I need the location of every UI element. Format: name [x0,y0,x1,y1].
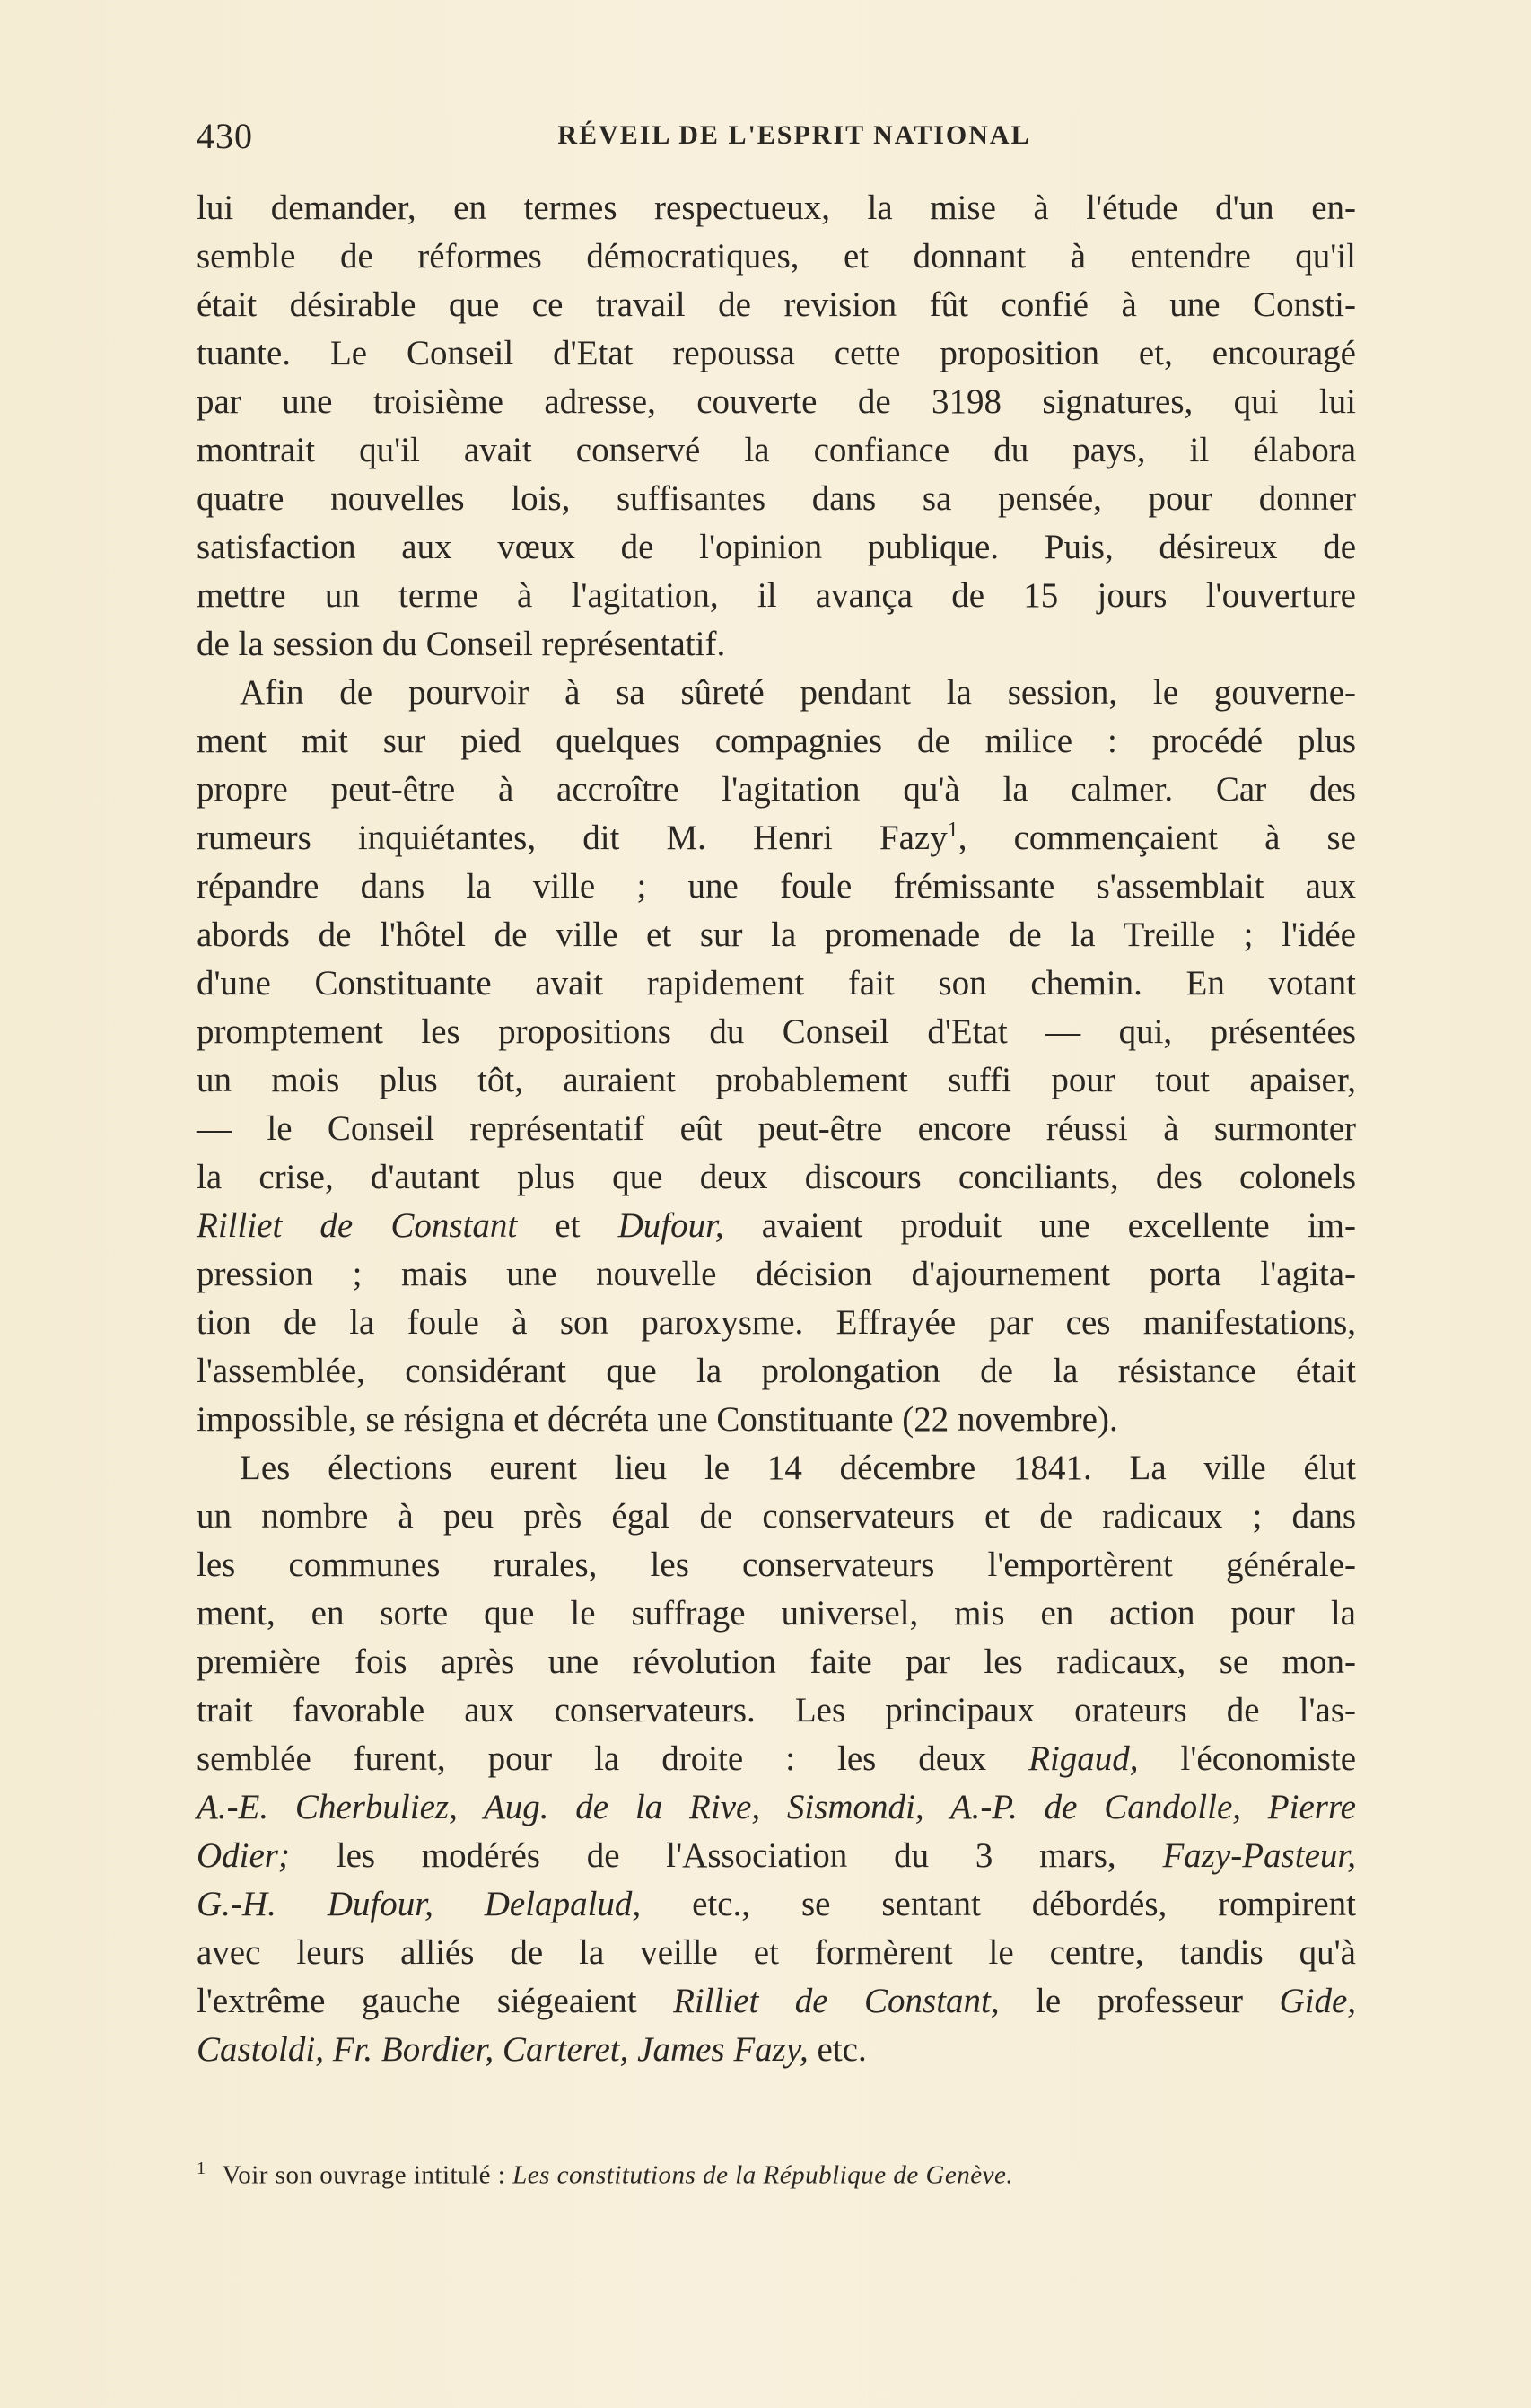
text-segment: semblée furent, pour la droite : les deux [197,1739,987,1778]
italic-name: Odier; [197,1836,290,1875]
text-line: un mois plus tôt, auraient probablement suffi pour tout apaiser, [197,1061,1356,1099]
text-line: un nombre à peu près égal de conservateurs et de radicaux ; dans [197,1497,1356,1536]
italic-name: Castoldi, Fr. Bordier, Carteret, James Fazy, [197,2030,809,2069]
text-line: l'assemblée, considérant que la prolongation de la résistance était [197,1352,1356,1390]
text-segment: et [517,1206,618,1245]
running-title: RÉVEIL DE L'ESPRIT NATIONAL [557,120,1031,150]
footnote-title: Les constitutions de la République de Genève. [512,2160,1014,2190]
text-line: propre peut-être à accroître l'agitation qu'à la calmer. Car des [197,770,1356,809]
text-line: ment mit sur pied quelques compagnies de milice : procédé plus [197,722,1356,760]
text-line: par une troisième adresse, couverte de 3198 signatures, qui lui [197,382,1356,421]
text-line: — le Conseil représentatif eût peut-être encore réussi à surmonter [197,1109,1356,1148]
text-segment: avaient produit une excellente im- [723,1206,1356,1245]
text-line: promptement les propositions du Conseil d'Etat — qui, présentées [197,1012,1356,1051]
page-number: 430 [197,116,253,156]
text-line: tuante. Le Conseil d'Etat repoussa cette proposition et, encouragé [197,334,1356,372]
text-line: lui demander, en termes respectueux, la mise à l'étude d'un en- [197,188,1356,227]
text-line: impossible, se résigna et décréta une Constituante (22 novembre). [197,1400,1118,1439]
italic-name: Rilliet de Constant [197,1206,518,1245]
footnote-text: Voir son ouvrage intitulé : [222,2160,513,2190]
footnote [197,2158,1356,2191]
body-text [197,184,1356,2074]
text-line: semble de réformes démocratiques, et donnant à entendre qu'il [197,237,1356,276]
page-header [197,115,1356,160]
text-line [197,2026,1356,2074]
footnote-marker: 1 [197,2158,206,2178]
italic-name: Fazy-Pasteur, [1162,1836,1356,1875]
text-line: était désirable que ce travail de revision fût confié à une Consti- [197,285,1356,324]
text-segment: rumeurs inquiétantes, dit M. Henri Fazy [197,819,948,857]
text-line: abords de l'hôtel de ville et sur la promenade de la Treille ; l'idée [197,915,1356,954]
text-segment: , commençaient à se [958,819,1356,857]
italic-name: Rilliet de Constant, [673,1982,1000,2020]
text-segment: l'économiste [1138,1739,1357,1778]
text-segment: le professeur [999,1982,1280,2020]
text-line: de la session du Conseil représentatif. [197,625,726,663]
text-segment: l'extrême gauche siégeaient [197,1982,637,2020]
text-line: les communes rurales, les conservateurs l'emportèrent générale- [197,1545,1356,1584]
text-line: A.-E. Cherbuliez, Aug. de la Rive, Sismondi, A.-P. de Candolle, Pierre [197,1788,1356,1826]
text-line: Les élections eurent lieu le 14 décembre 1841. La ville élut [240,1449,1356,1487]
italic-name: Dufour, [617,1206,724,1245]
text-line: quatre nouvelles lois, suffisantes dans sa pensée, pour donner [197,479,1356,518]
italic-name: Gide, [1279,1982,1357,2020]
footnote-reference[interactable]: 1 [947,819,958,842]
text-line: mettre un terme à l'agitation, il avança de 15 jours l'ouverture [197,576,1356,615]
text-line: répandre dans la ville ; une foule frémissante s'assemblait aux [197,867,1356,906]
text-segment: les modérés de l'Association du 3 mars, [289,1836,1163,1875]
text-segment: etc. [808,2030,867,2069]
text-line: trait favorable aux conservateurs. Les principaux orateurs de l'as- [197,1691,1356,1729]
text-line [197,1735,1356,1783]
text-segment: etc., se sentant débordés, rompirent [641,1885,1356,1923]
italic-name: Rigaud, [1028,1739,1139,1778]
text-line [197,1202,1356,1250]
text-line: première fois après une révolution faite par les radicaux, se mon- [197,1642,1356,1681]
text-line: ment, en sorte que le suffrage universel, mis en action pour la [197,1594,1356,1633]
text-line: tion de la foule à son paroxysme. Effrayée par ces manifestations, [197,1303,1356,1342]
text-line: la crise, d'autant plus que deux discours conciliants, des colonels [197,1158,1356,1196]
text-line: avec leurs alliés de la veille et formèrent le centre, tandis qu'à [197,1933,1356,1972]
text-line [197,1977,1356,2026]
text-line [197,1880,1356,1929]
italic-name: G.-H. Dufour, Delapalud, [197,1885,642,1923]
text-line: d'une Constituante avait rapidement fait son chemin. En votant [197,964,1356,1003]
text-line: montrait qu'il avait conservé la confiance du pays, il élabora [197,431,1356,469]
text-line: satisfaction aux vœux de l'opinion publique. Puis, désireux de [197,528,1356,566]
text-line [197,814,1356,863]
text-line: Afin de pourvoir à sa sûreté pendant la session, le gouverne- [240,673,1356,712]
text-line [197,1832,1356,1880]
text-line: pression ; mais une nouvelle décision d'ajournement porta l'agita- [197,1255,1356,1293]
